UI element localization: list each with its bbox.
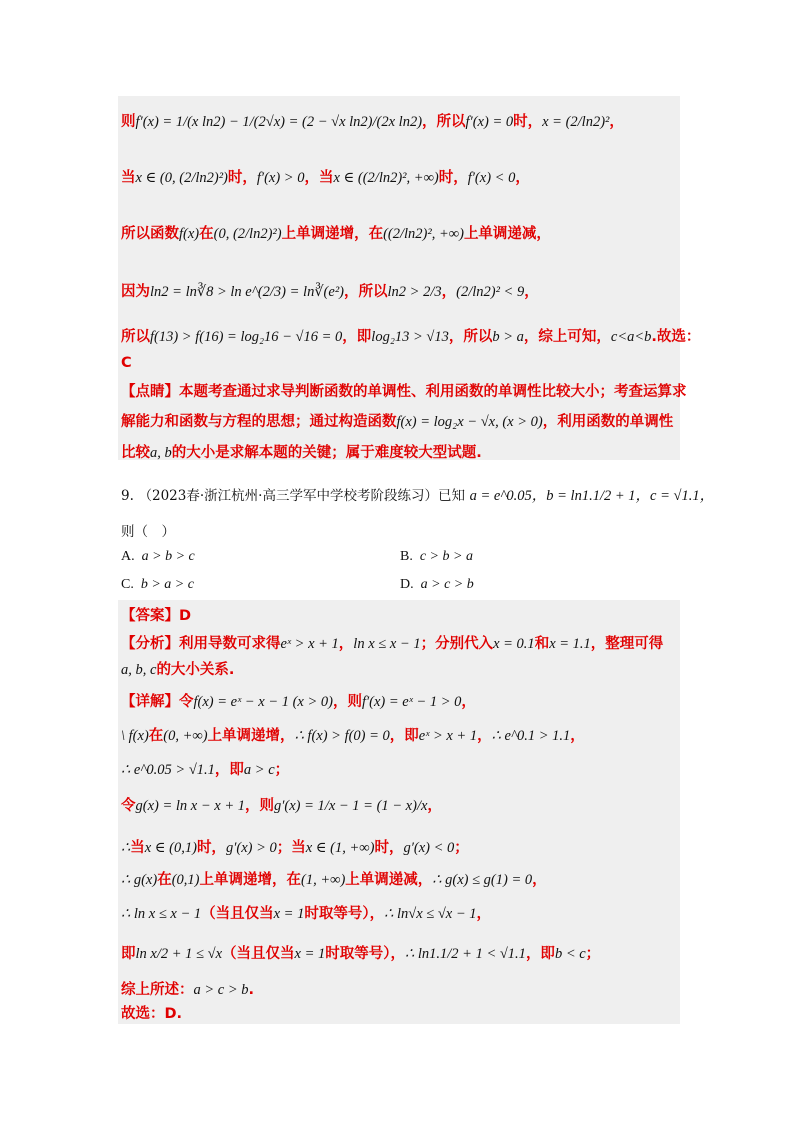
option-c: C. b > a > c [121, 577, 194, 592]
detail-line-7: ∴ ln x ≤ x − 1（当且仅当x = 1时取等号），∴ ln√x ≤ √x − 1， [121, 906, 492, 922]
answer-label: 【答案】D [121, 608, 192, 624]
option-b: B. c > b > a [400, 549, 473, 564]
detail-line-6: ∴ g(x)在(0,1)上单调递增，在(1, +∞)上单调递减，∴ g(x) ≤ g(1) = 0， [121, 872, 547, 888]
tip-line-2: 解能力和函数与方程的思想；通过构造函数f(x) = log₂x − √x, (x > 0)，利用函数的单调性 [121, 414, 674, 430]
detail-line-10: 故选：D. [121, 1006, 183, 1022]
detail-line-5: ∴当x ∈ (0,1)时，g′(x) > 0；当x ∈ (1, +∞)时，g′(x) < 0； [121, 840, 469, 856]
tip-line-1: 【点睛】本题考查通过求导判断函数的单调性、利用函数的单调性比较大小；考查运算求 [121, 384, 687, 400]
detail-line-3: ∴ e^0.05 > √1.1，即a > c； [121, 762, 290, 778]
question-number: 9. [121, 488, 134, 504]
question-stem [121, 484, 714, 505]
tip-line-3: 比较a, b的大小是求解本题的关键；属于难度较大型试题. [121, 445, 482, 461]
detail-line-9: 综上所述：a > c > b. [121, 982, 255, 998]
solution-answer-letter: C [121, 355, 132, 371]
question-source: （2023春·浙江杭州·高三学军中学校考阶段练习）已知 [138, 488, 465, 504]
question-stem-end: 则（ ） [121, 524, 175, 540]
option-d: D. a > c > b [400, 577, 474, 592]
detail-line-1: 【详解】令f(x) = eˣ − x − 1 (x > 0)，则f′(x) = eˣ − 1 > 0， [121, 694, 476, 710]
detail-line-4: 令g(x) = ln x − x + 1，则g′(x) = 1/x − 1 = (1 − x)/x， [121, 798, 442, 814]
solution-shaded-block [118, 96, 680, 460]
detail-line-8: 即ln x/2 + 1 ≤ √x（当且仅当x = 1时取等号），∴ ln1.1/2 + 1 < √1.1，即b < c； [121, 946, 601, 962]
analysis-line-1: 【分析】利用导数可求得eˣ > x + 1，ln x ≤ x − 1；分别代入x = 0.1和x = 1.1，整理可得 [121, 636, 664, 652]
solution-line-1: 则f′(x) = 1/(x ln2) − 1/(2√x) = (2 − √x ln2)/(2x ln2)，所以f′(x) = 0时，x = (2/ln2)²， [121, 114, 624, 130]
solution-line-3: 所以函数f(x)在(0, (2/ln2)²)上单调递增，在((2/ln2)², +∞)上单调递减， [121, 226, 551, 242]
solution-line-5: 所以f(13) > f(16) = log₂16 − √16 = 0，即log₂13 > √13，所以b > a，综上可知，c<a<b.故选： [121, 329, 701, 345]
solution-line-2: 当x ∈ (0, (2/ln2)²)时，f′(x) > 0，当x ∈ ((2/ln2)², +∞)时，f′(x) < 0， [121, 170, 530, 186]
option-a: A. a > b > c [121, 549, 195, 564]
question-given: a = e^0.05，b = ln1.1/2 + 1，c = √1.1， [469, 488, 715, 504]
detail-line-2: \ f(x)在(0, +∞)上单调递增，∴ f(x) > f(0) = 0，即eˣ > x + 1，∴ e^0.1 > 1.1， [121, 728, 585, 744]
analysis-line-2: a, b, c的大小关系. [121, 662, 235, 678]
solution-line-4: 因为ln2 = ln∛8 > ln e^(2/3) = ln∛(e²)，所以ln2 > 2/3，(2/ln2)² < 9， [121, 284, 539, 300]
